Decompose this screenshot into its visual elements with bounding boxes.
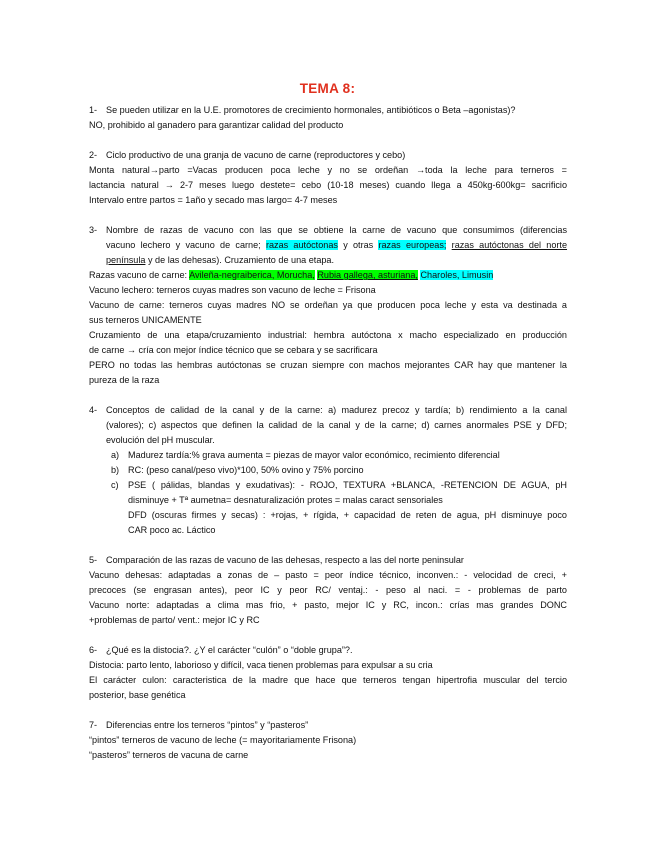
- question-text: Nombre de razas de vacuno con las que se obtiene la carne de vacuno que consumimos (diferencias: [106, 225, 567, 235]
- highlight-razas-europeas: razas europeas;: [378, 240, 447, 250]
- answer-4a: [89, 448, 567, 463]
- question-1: [89, 103, 567, 118]
- question-text: Comparación de las razas de vacuno de las dehesas, respecto a las del norte peninsular: [106, 555, 464, 565]
- question-3-line-3: [89, 253, 567, 268]
- question-2: [89, 148, 567, 163]
- answer-2-line-2: lactancia natural → 2-7 meses luego destete= cebo (10-18 meses) cuando llega a 450kg-600kg= sacrificio: [89, 180, 567, 190]
- answer-7-line-2: “pasteros” terneros de vacuna de carne: [89, 750, 249, 760]
- answer-4c-line-2: disminuye + Tª aumetna= desnaturalización protes = malas caract sensoriales: [128, 495, 443, 505]
- list-marker: c): [111, 480, 119, 490]
- pero-line-2: pureza de la raza: [89, 375, 160, 385]
- document-body: [89, 103, 567, 763]
- list-text: Madurez tardía:% grava aumenta = piezas de mayor valor económico, recimiento diferencial: [128, 450, 500, 460]
- pero-line-1: PERO no todas las hembras autóctonas se cruzan siempre con machos mejorantes CAR hay que mantener la: [89, 360, 567, 370]
- question-number: 6-: [89, 645, 98, 655]
- question-number: 2-: [89, 150, 98, 160]
- question-number: 3-: [89, 225, 98, 235]
- vacuno-carne-line-2: sus terneros UNICAMENTE: [89, 315, 202, 325]
- question-5: [89, 553, 567, 568]
- highlight-razas-europeas-list: Charoles, Limusin: [420, 270, 494, 280]
- razas-vacuno-carne: [89, 268, 567, 283]
- question-text: Se pueden utilizar en la U.E. promotores de crecimiento hormonales, antibióticos o Beta –agonistas)?: [106, 105, 516, 115]
- answer-2-line-1: Monta natural→parto =Vacas producen poca leche y no se ordeñan →toda la leche para terneros =: [89, 165, 567, 175]
- vacuno-lechero: Vacuno lechero: terneros cuyas madres son vacuno de leche = Frisona: [89, 285, 376, 295]
- question-text: Diferencias entre los terneros “pintos” y “pasteros”: [106, 720, 309, 730]
- question-text: Ciclo productivo de una granja de vacuno de carne (reproductores y cebo): [106, 150, 406, 160]
- text-segment: y otras: [343, 240, 374, 250]
- text-segment: y de las dehesas). Cruzamiento de una etapa.: [147, 255, 335, 265]
- answer-6-line-2: El carácter culon: caracteristica de la madre que hace que terneros tengan hipertrofia muscular del tercio: [89, 675, 567, 685]
- question-text: Conceptos de calidad de la canal y de la carne: a) madurez precoz y tardía; b) rendimiento a la canal: [106, 405, 567, 415]
- question-3: [89, 223, 567, 238]
- answer-4b: [89, 463, 567, 478]
- highlight-razas-autoctonas: razas autóctonas: [265, 240, 338, 250]
- answer-5-line-3: Vacuno norte: adaptadas a clima mas frio, + pasto, mejor IC y RC, incon.: crías mas grandes DONC: [89, 600, 567, 610]
- answer-4c-line-1: [89, 478, 567, 493]
- question-number: 1-: [89, 105, 98, 115]
- question-4-line-2: (valores); c) aspectos que definen la calidad de la canal y de la carne; d) carnes anormales PSE y DFD;: [106, 420, 567, 430]
- list-marker: a): [111, 450, 120, 460]
- underline-peninsula: península: [106, 255, 146, 265]
- vacuno-carne-line-1: Vacuno de carne: terneros cuyas madres NO se ordeñan ya que producen poca leche y esta va destinada a: [89, 300, 567, 310]
- question-4-line-3: evolución del pH muscular.: [106, 435, 215, 445]
- question-4: [89, 403, 567, 418]
- answer-5-line-1: Vacuno dehesas: adaptadas a zonas de – pasto = peor índice técnico, inconven.: - velocidad de creci, +: [89, 570, 567, 580]
- label: Razas vacuno de carne:: [89, 270, 188, 280]
- page-title: TEMA 8:: [299, 81, 356, 96]
- answer-7-line-1: “pintos” terneros de vacuno de leche (= mayoritariamente Frisona): [89, 735, 357, 745]
- list-text: PSE ( pálidas, blandas y exudativas): - ROJO, TEXTURA +BLANCA, -RETENCION DE AGUA, pH: [128, 480, 567, 490]
- answer-5-line-4: +problemas de parto/ vent.: mejor IC y RC: [89, 615, 260, 625]
- underline-razas-norte: razas autóctonas del norte: [451, 240, 568, 250]
- answer-6-line-1: Distocia: parto lento, laborioso y difícil, vaca tienen problemas para expulsar a su cria: [89, 660, 433, 670]
- highlight-razas-norte: Rubia gallega, asturiana,: [317, 270, 418, 280]
- answer-4c-line-3: DFD (oscuras firmes y secas) : +rojas, + rígida, + capacidad de reten de agua, pH disminuye poco: [128, 510, 567, 520]
- question-text: ¿Qué es la distocia?. ¿Y el carácter “culón” o “doble grupa”?.: [106, 645, 353, 655]
- answer-6-line-3: posterior, base genética: [89, 690, 186, 700]
- text-segment: vacuno lechero y vacuno de carne;: [106, 240, 261, 250]
- highlight-razas-dehesa: Avileña-negraiberica, Morucha,: [189, 270, 315, 280]
- question-number: 4-: [89, 405, 98, 415]
- answer-2-line-3: Intervalo entre partos = 1año y secado mas largo= 4-7 meses: [89, 195, 338, 205]
- question-number: 7-: [89, 720, 98, 730]
- cruzamiento-line-2: de carne → cría con mejor índice técnico que se cebara y se sacrificara: [89, 345, 378, 355]
- answer-5-line-2: precoces (se engrasan antes), peor IC y peor RC/ ventaj.: - peso al naci. = - problemas de parto: [89, 585, 567, 595]
- list-text: RC: (peso canal/peso vivo)*100, 50% ovino y 75% porcino: [128, 465, 364, 475]
- cruzamiento-line-1: Cruzamiento de una etapa/cruzamiento industrial: hembra autóctona x macho especializado en producción: [89, 330, 567, 340]
- list-marker: b): [111, 465, 120, 475]
- question-number: 5-: [89, 555, 98, 565]
- question-6: [89, 643, 567, 658]
- answer-4c-line-4: CAR poco ac. Láctico: [128, 525, 216, 535]
- question-3-line-2: [89, 238, 567, 253]
- question-7: [89, 718, 567, 733]
- answer-1: NO, prohibido al ganadero para garantizar calidad del producto: [89, 120, 344, 130]
